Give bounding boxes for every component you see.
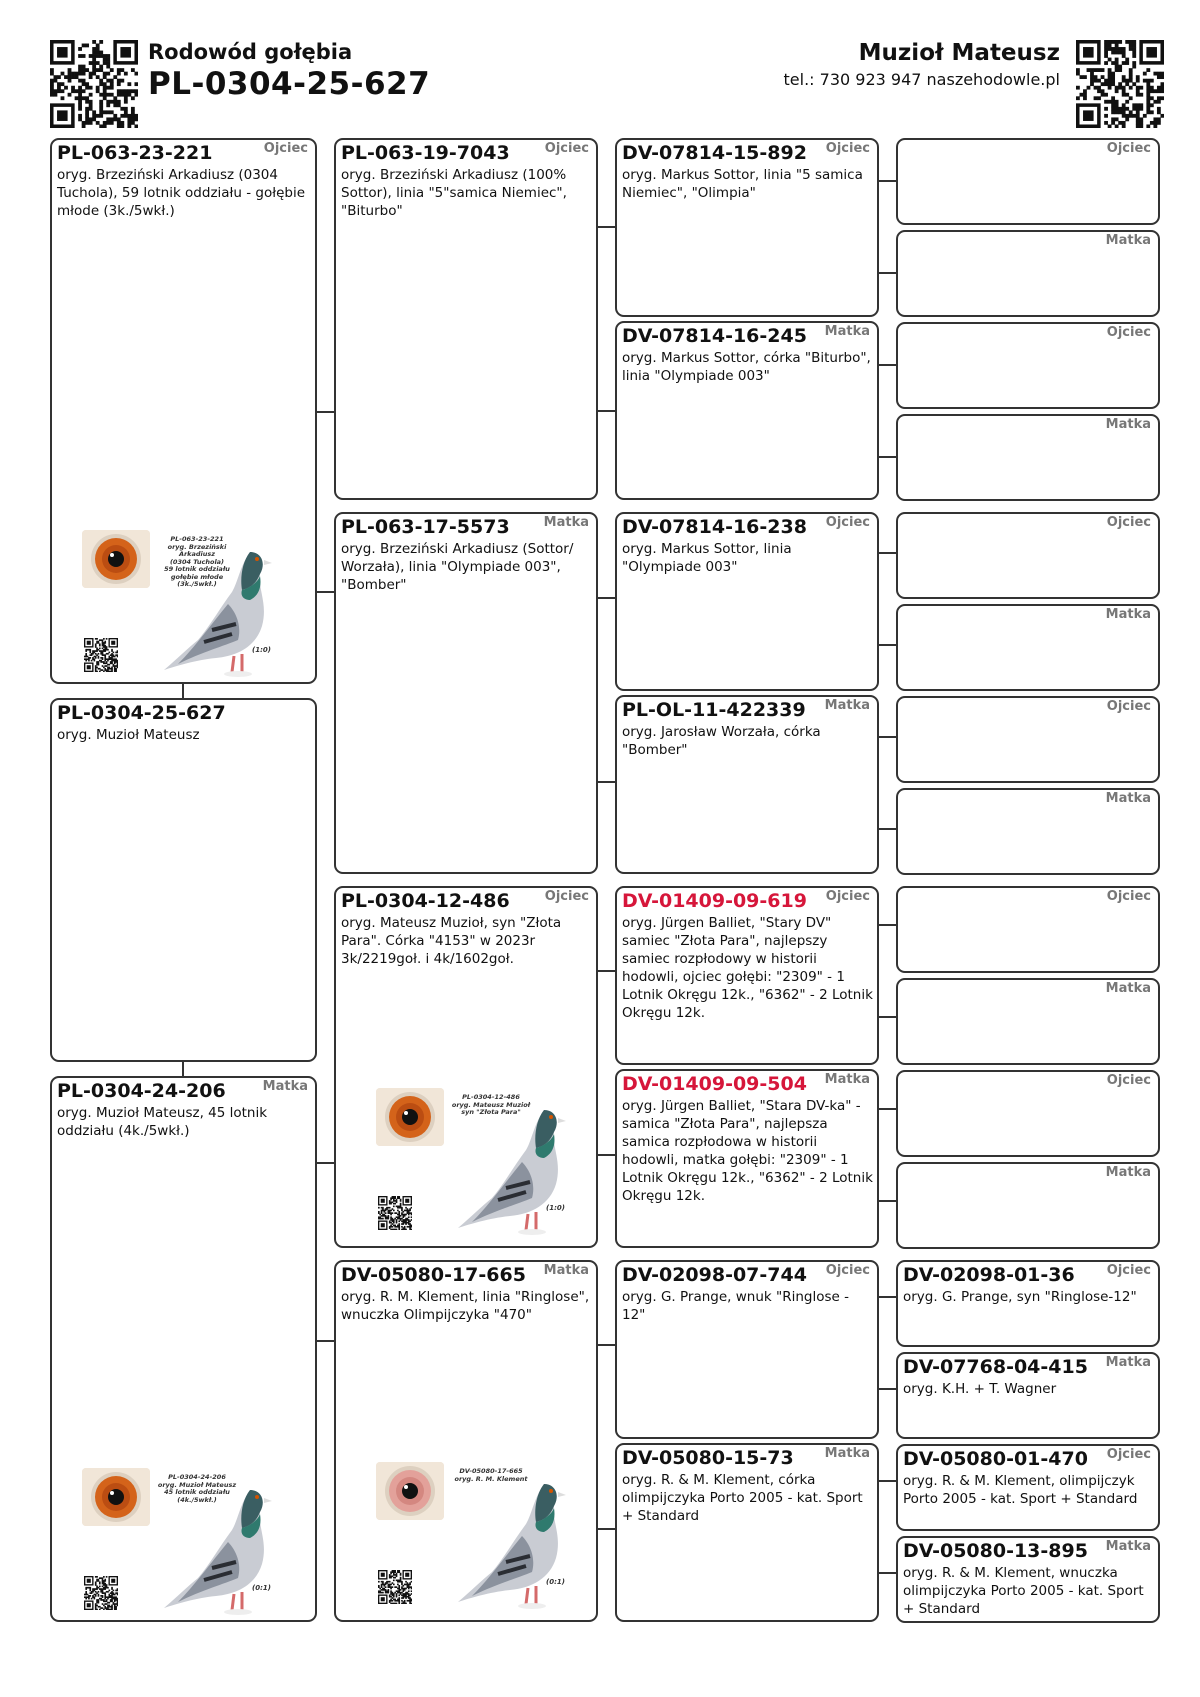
- connector-line: [597, 781, 615, 783]
- role-label: Matka: [1105, 417, 1151, 432]
- pedigree-card-great-grandparent[interactable]: [615, 138, 879, 317]
- ring-number: DV-05080-01-470: [903, 1448, 1088, 1470]
- role-label: Matka: [1105, 233, 1151, 248]
- connector-line: [878, 552, 896, 554]
- connector-line: [316, 411, 334, 413]
- caption-line: gołębie młode (3k./5wkł.): [170, 572, 224, 588]
- role-label: Ojciec: [1106, 699, 1151, 714]
- pedigree-card-mother[interactable]: [50, 1076, 317, 1622]
- role-label: Ojciec: [544, 141, 589, 156]
- pedigree-card-ancestor[interactable]: [896, 1260, 1160, 1347]
- role-label: Matka: [824, 1446, 870, 1461]
- caption-line: PL-063-23-221: [170, 535, 224, 543]
- role-label: Matka: [262, 1079, 308, 1094]
- pigeon-photo: [376, 1462, 586, 1612]
- qr-code: [84, 1576, 118, 1610]
- ring-number: PL-063-19-7043: [341, 142, 510, 164]
- pedigree-card-ancestor[interactable]: [896, 1352, 1160, 1439]
- ring-number: DV-02098-01-36: [903, 1264, 1075, 1286]
- pedigree-card-grandparent[interactable]: [334, 886, 598, 1248]
- pedigree-card-ancestor[interactable]: [896, 322, 1160, 409]
- caption-line: 59 lotnik oddziału: [164, 565, 230, 573]
- connector-line: [878, 736, 896, 738]
- qr-code: [378, 1196, 412, 1230]
- pigeon-eye-image: [82, 1468, 150, 1526]
- ratio-label: (0:1): [252, 1584, 271, 1592]
- ring-number: PL-OL-11-422339: [622, 699, 806, 721]
- connector-line: [597, 226, 615, 228]
- pedigree-card-ancestor[interactable]: [896, 1162, 1160, 1249]
- caption-line: (0304 Tuchola): [169, 557, 225, 566]
- pedigree-card-ancestor[interactable]: [896, 1444, 1160, 1531]
- owner-name: Muzioł Mateusz: [858, 40, 1060, 66]
- pedigree-card-ancestor[interactable]: [896, 230, 1160, 317]
- qr-code: [84, 638, 118, 672]
- ring-number: DV-05080-15-73: [622, 1447, 794, 1469]
- role-label: Ojciec: [263, 141, 308, 156]
- pedigree-card-ancestor[interactable]: [896, 414, 1160, 501]
- pigeon-description: oryg. G. Prange, syn "Ringlose-12": [903, 1289, 1137, 1305]
- pedigree-card-grandparent[interactable]: [334, 138, 598, 500]
- pedigree-card-ancestor[interactable]: [896, 512, 1160, 599]
- role-label: Ojciec: [1106, 325, 1151, 340]
- ratio-label: (1:0): [546, 1204, 565, 1212]
- connector-line: [597, 410, 615, 412]
- connector-line: [878, 180, 896, 182]
- ring-number: DV-05080-17-665: [341, 1264, 526, 1286]
- role-label: Matka: [543, 1263, 589, 1278]
- pigeon-image: [158, 1468, 288, 1622]
- caption-line: oryg. Muzioł Mateusz: [157, 1480, 237, 1489]
- pigeon-description: oryg. Markus Sottor, córka "Biturbo", linia "Olympiade 003": [622, 350, 871, 384]
- pigeon-photo: [82, 530, 292, 680]
- caption-line: DV-05080-17-665: [459, 1467, 523, 1475]
- connector-line: [182, 684, 184, 698]
- pigeon-description: oryg. R. M. Klement, linia "Ringlose", wnuczka Olimpijczyka "470": [341, 1289, 590, 1323]
- connector-line: [878, 1388, 896, 1390]
- pedigree-card-ancestor[interactable]: [896, 696, 1160, 783]
- ring-number: PL-0304-24-206: [57, 1080, 226, 1102]
- connector-line: [878, 1296, 896, 1298]
- role-label: Ojciec: [1106, 515, 1151, 530]
- pigeon-description: oryg. R. & M. Klement, córka olimpijczyka Porto 2005 - kat. Sport + Standard: [622, 1472, 863, 1524]
- ratio-label: (0:1): [546, 1578, 565, 1586]
- pedigree-card-father[interactable]: [50, 138, 317, 684]
- subject-ring-number: PL-0304-25-627: [148, 66, 431, 102]
- role-label: Ojciec: [825, 515, 870, 530]
- connector-line: [316, 1162, 334, 1164]
- ring-number: PL-063-23-221: [57, 142, 213, 164]
- connector-line: [597, 597, 615, 599]
- role-label: Matka: [824, 324, 870, 339]
- qr-code-right: [1076, 40, 1164, 128]
- connector-line: [597, 1154, 615, 1156]
- pedigree-card-ancestor[interactable]: [896, 886, 1160, 973]
- ring-number: DV-07768-04-415: [903, 1356, 1088, 1378]
- caption-line: syn "Złota Para": [461, 1108, 521, 1116]
- ring-number: DV-01409-09-504: [622, 1073, 807, 1095]
- pedigree-card-great-grandparent[interactable]: [615, 321, 879, 500]
- ring-number: DV-07814-16-245: [622, 325, 807, 347]
- pigeon-description: oryg. Markus Sottor, linia "Olympiade 003": [622, 541, 792, 575]
- caption-line: PL-0304-24-206: [168, 1473, 226, 1481]
- role-label: Ojciec: [825, 141, 870, 156]
- connector-line: [597, 1528, 615, 1530]
- pigeon-eye-image: [376, 1088, 444, 1146]
- pigeon-description: oryg. G. Prange, wnuk "Ringlose - 12": [622, 1289, 849, 1323]
- role-label: Matka: [824, 698, 870, 713]
- caption-line: oryg. Brzeziński Arkadiusz: [167, 542, 227, 558]
- connector-line: [597, 1344, 615, 1346]
- connector-line: [878, 1016, 896, 1018]
- connector-line: [316, 1340, 334, 1342]
- connector-line: [878, 828, 896, 830]
- role-label: Matka: [1105, 1165, 1151, 1180]
- pedigree-card-ancestor[interactable]: [896, 978, 1160, 1065]
- role-label: Matka: [1105, 981, 1151, 996]
- connector-line: [878, 1200, 896, 1202]
- pigeon-image: [452, 1462, 582, 1616]
- role-label: Matka: [1105, 1539, 1151, 1554]
- pedigree-card-great-grandparent[interactable]: [615, 512, 879, 691]
- caption-line: oryg. R. M. Klement: [454, 1474, 528, 1483]
- connector-line: [878, 644, 896, 646]
- owner-contact: tel.: 730 923 947 naszehodowle.pl: [783, 70, 1060, 89]
- pigeon-description: oryg. Jürgen Balliet, "Stary DV" samiec "Złota Para", najlepszy samiec rozpłodowy w historii hodowli, ojciec gołębi: "2309" - 1 Lotnik Okręgu 12k., "6362" - 2 Lotnik Okręgu 12k.: [622, 915, 873, 1021]
- pedigree-card-grandparent[interactable]: [334, 512, 598, 874]
- pigeon-photo: [376, 1088, 586, 1238]
- pigeon-description: oryg. R. & M. Klement, wnuczka olimpijczyka Porto 2005 - kat. Sport + Standard: [903, 1565, 1144, 1617]
- pigeon-eye-image: [82, 530, 150, 588]
- ring-number: DV-05080-13-895: [903, 1540, 1088, 1562]
- pigeon-description: oryg. Muzioł Mateusz, 45 lotnik oddziału (4k./5wkł.): [57, 1105, 268, 1139]
- connector-line: [597, 970, 615, 972]
- pigeon-description: oryg. K.H. + T. Wagner: [903, 1381, 1057, 1397]
- connector-line: [878, 1108, 896, 1110]
- pedigree-card-ancestor[interactable]: [896, 788, 1160, 875]
- pigeon-description: oryg. Brzeziński Arkadiusz (0304 Tuchola), 59 lotnik oddziału - gołębie młode (3k./5wkł.): [57, 167, 306, 219]
- pigeon-eye-image: [376, 1462, 444, 1520]
- pigeon-description: oryg. Muzioł Mateusz: [57, 727, 200, 743]
- role-label: Ojciec: [1106, 889, 1151, 904]
- role-label: Matka: [1105, 607, 1151, 622]
- document-title: Rodowód gołębia: [148, 40, 353, 64]
- role-label: Ojciec: [1106, 141, 1151, 156]
- pedigree-card-ancestor[interactable]: [896, 1536, 1160, 1623]
- ring-number: DV-01409-09-619: [622, 890, 807, 912]
- ring-number: PL-063-17-5573: [341, 516, 510, 538]
- pigeon-image: [158, 530, 288, 684]
- connector-line: [878, 1572, 896, 1574]
- ring-number: DV-07814-16-238: [622, 516, 807, 538]
- role-label: Ojciec: [1106, 1073, 1151, 1088]
- qr-code: [378, 1570, 412, 1604]
- connector-line: [878, 924, 896, 926]
- pedigree-card-ancestor[interactable]: [896, 138, 1160, 225]
- pedigree-card-ancestor[interactable]: [896, 604, 1160, 691]
- pigeon-description: oryg. Markus Sottor, linia "5 samica Niemiec", "Olimpia": [622, 167, 863, 201]
- qr-code-left: [50, 40, 138, 128]
- role-label: Matka: [1105, 1355, 1151, 1370]
- pigeon-photo: [82, 1468, 292, 1618]
- pigeon-description: oryg. Brzeziński Arkadiusz (100% Sottor), linia "5"samica Niemiec", "Biturbo": [341, 167, 567, 219]
- ratio-label: (1:0): [252, 646, 271, 654]
- pedigree-card-subject[interactable]: [50, 698, 317, 1062]
- pigeon-description: oryg. Jarosław Worzała, córka "Bomber": [622, 724, 821, 758]
- connector-line: [878, 272, 896, 274]
- caption-line: 45 lotnik oddziału (4k./5wkł.): [164, 1488, 230, 1504]
- pigeon-description: oryg. Jürgen Balliet, "Stara DV-ka" - samica "Złota Para", najlepsza samica rozpłodowa w historii hodowli, matka gołębi: "2309" - 1 Lotnik Okręgu 12k., "6362" - 2 Lotnik Okręgu 12k.: [622, 1098, 873, 1204]
- role-label: Ojciec: [1106, 1447, 1151, 1462]
- connector-line: [878, 456, 896, 458]
- role-label: Matka: [1105, 791, 1151, 806]
- pedigree-card-great-grandparent[interactable]: [615, 695, 879, 874]
- role-label: Ojciec: [1106, 1263, 1151, 1278]
- role-label: Ojciec: [825, 889, 870, 904]
- role-label: Matka: [543, 515, 589, 530]
- pigeon-description: oryg. Mateusz Muzioł, syn "Złota Para". Córka "4153" w 2023r 3k/2219goł. i 4k/1602goł.: [341, 915, 562, 967]
- role-label: Matka: [824, 1072, 870, 1087]
- pedigree-card-great-grandparent[interactable]: [615, 886, 879, 1065]
- pedigree-card-great-grandparent[interactable]: [615, 1443, 879, 1622]
- connector-line: [878, 1480, 896, 1482]
- pedigree-card-grandparent[interactable]: [334, 1260, 598, 1622]
- caption-line: oryg. Mateusz Muzioł: [451, 1100, 531, 1109]
- ring-number: DV-02098-07-744: [622, 1264, 807, 1286]
- pigeon-description: oryg. Brzeziński Arkadiusz (Sottor/ Worzała), linia "Olympiade 003", "Bomber": [341, 541, 574, 593]
- pigeon-image: [452, 1088, 582, 1242]
- ring-number: DV-07814-15-892: [622, 142, 807, 164]
- ring-number: PL-0304-12-486: [341, 890, 510, 912]
- pedigree-card-great-grandparent[interactable]: [615, 1260, 879, 1439]
- pedigree-card-ancestor[interactable]: [896, 1070, 1160, 1157]
- ring-number: PL-0304-25-627: [57, 702, 226, 724]
- connector-line: [878, 364, 896, 366]
- pigeon-description: oryg. R. & M. Klement, olimpijczyk Porto 2005 - kat. Sport + Standard: [903, 1473, 1138, 1507]
- role-label: Ojciec: [825, 1263, 870, 1278]
- pedigree-card-great-grandparent[interactable]: [615, 1069, 879, 1248]
- role-label: Ojciec: [544, 889, 589, 904]
- caption-line: PL-0304-12-486: [462, 1093, 520, 1101]
- connector-line: [316, 591, 334, 593]
- connector-line: [182, 1062, 184, 1076]
